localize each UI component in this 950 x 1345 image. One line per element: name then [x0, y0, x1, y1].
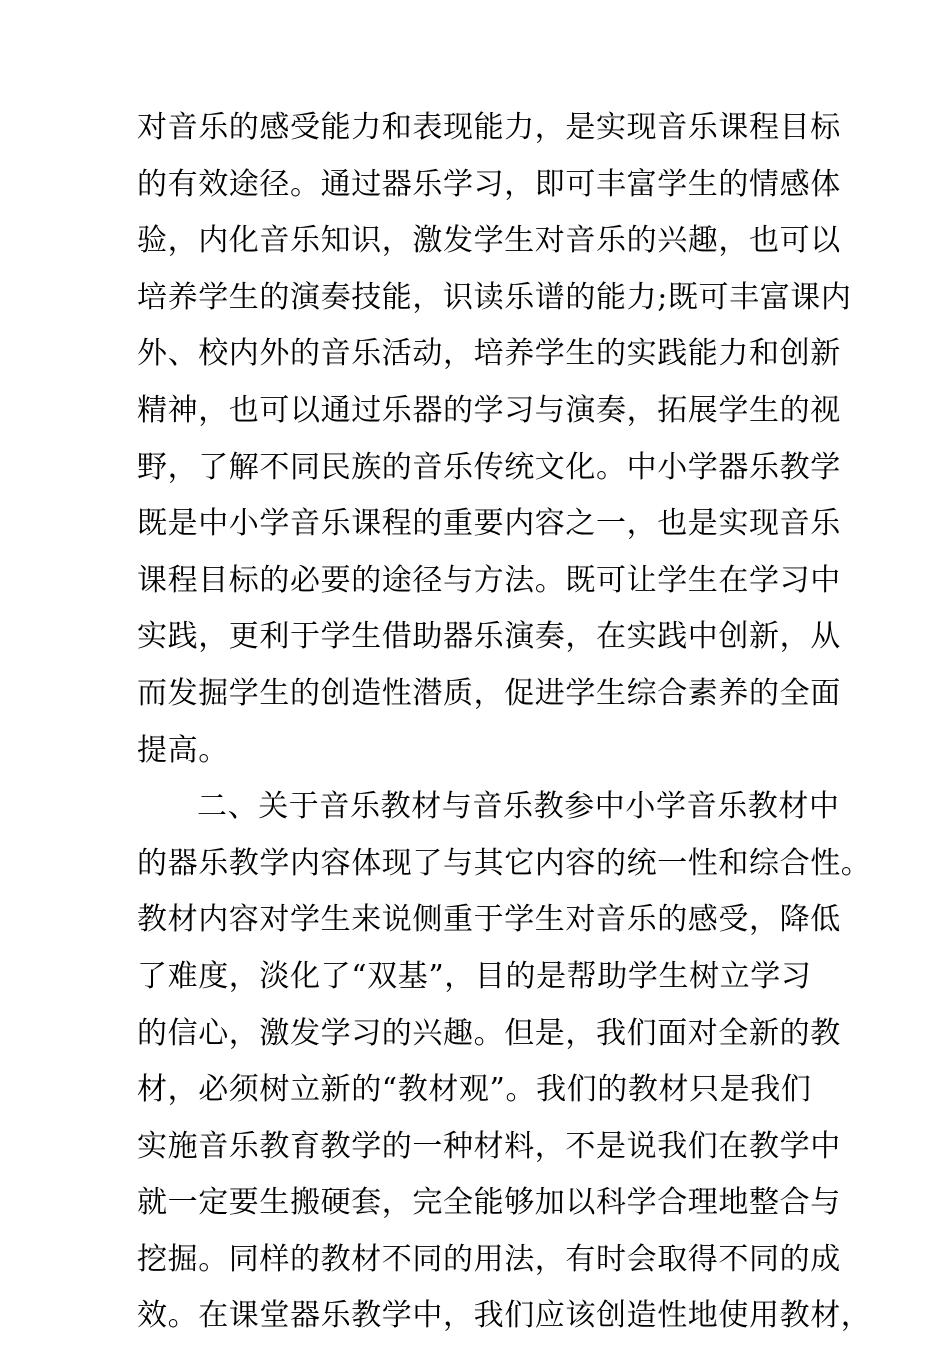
body-text: [137, 100, 872, 1345]
text-line: 教材内容对学生来说侧重于学生对音乐的感受，降低: [137, 902, 841, 938]
text-line: 提高。: [137, 732, 229, 768]
text-line: 培养学生的演奏技能，识读乐谱的能力;既可丰富课内: [137, 279, 852, 315]
text-line: 的信心，激发学习的兴趣。但是，我们面对全新的教: [137, 1015, 841, 1051]
text-line: 了难度，淡化了“双基”，目的是帮助学生树立学习: [137, 958, 812, 994]
text-line: 实践，更利于学生借助器乐演奏，在实践中创新，从: [137, 619, 841, 655]
text-line: 就一定要生搬硬套，完全能够加以科学合理地整合与: [137, 1185, 841, 1221]
text-line: 对音乐的感受能力和表现能力，是实现音乐课程目标: [137, 110, 841, 145]
text-line: 的器乐教学内容体现了与其它内容的统一性和综合性。: [137, 845, 872, 881]
text-line: 效。在课堂器乐教学中，我们应该创造性地使用教材，: [137, 1298, 872, 1334]
text-line: 验，内化音乐知识，激发学生对音乐的兴趣，也可以: [137, 223, 841, 259]
text-line: 既是中小学音乐课程的重要内容之一，也是实现音乐: [137, 506, 841, 542]
text-line: 实施音乐教育教学的一种材料，不是说我们在教学中: [137, 1128, 841, 1164]
text-line: 精神，也可以通过乐器的学习与演奏，拓展学生的视: [137, 392, 841, 428]
text-line: 外、校内外的音乐活动，培养学生的实践能力和创新: [137, 336, 841, 372]
paragraph-2: [137, 779, 872, 1345]
text-line: 课程目标的必要的途径与方法。既可让学生在学习中: [137, 562, 841, 598]
text-line-indented: 二、关于音乐教材与音乐教参中小学音乐教材中: [197, 789, 840, 825]
text-line: 挖掘。同样的教材不同的用法，有时会取得不同的成: [137, 1241, 841, 1277]
text-line: 的有效途径。通过器乐学习，即可丰富学生的情感体: [137, 166, 841, 202]
text-line: 材，必须树立新的“教材观”。我们的教材只是我们: [137, 1072, 812, 1108]
text-line: 而发掘学生的创造性潜质，促进学生综合素养的全面: [137, 675, 841, 711]
text-line: 野，了解不同民族的音乐传统文化。中小学器乐教学: [137, 449, 841, 485]
paragraph-1: [137, 100, 852, 779]
